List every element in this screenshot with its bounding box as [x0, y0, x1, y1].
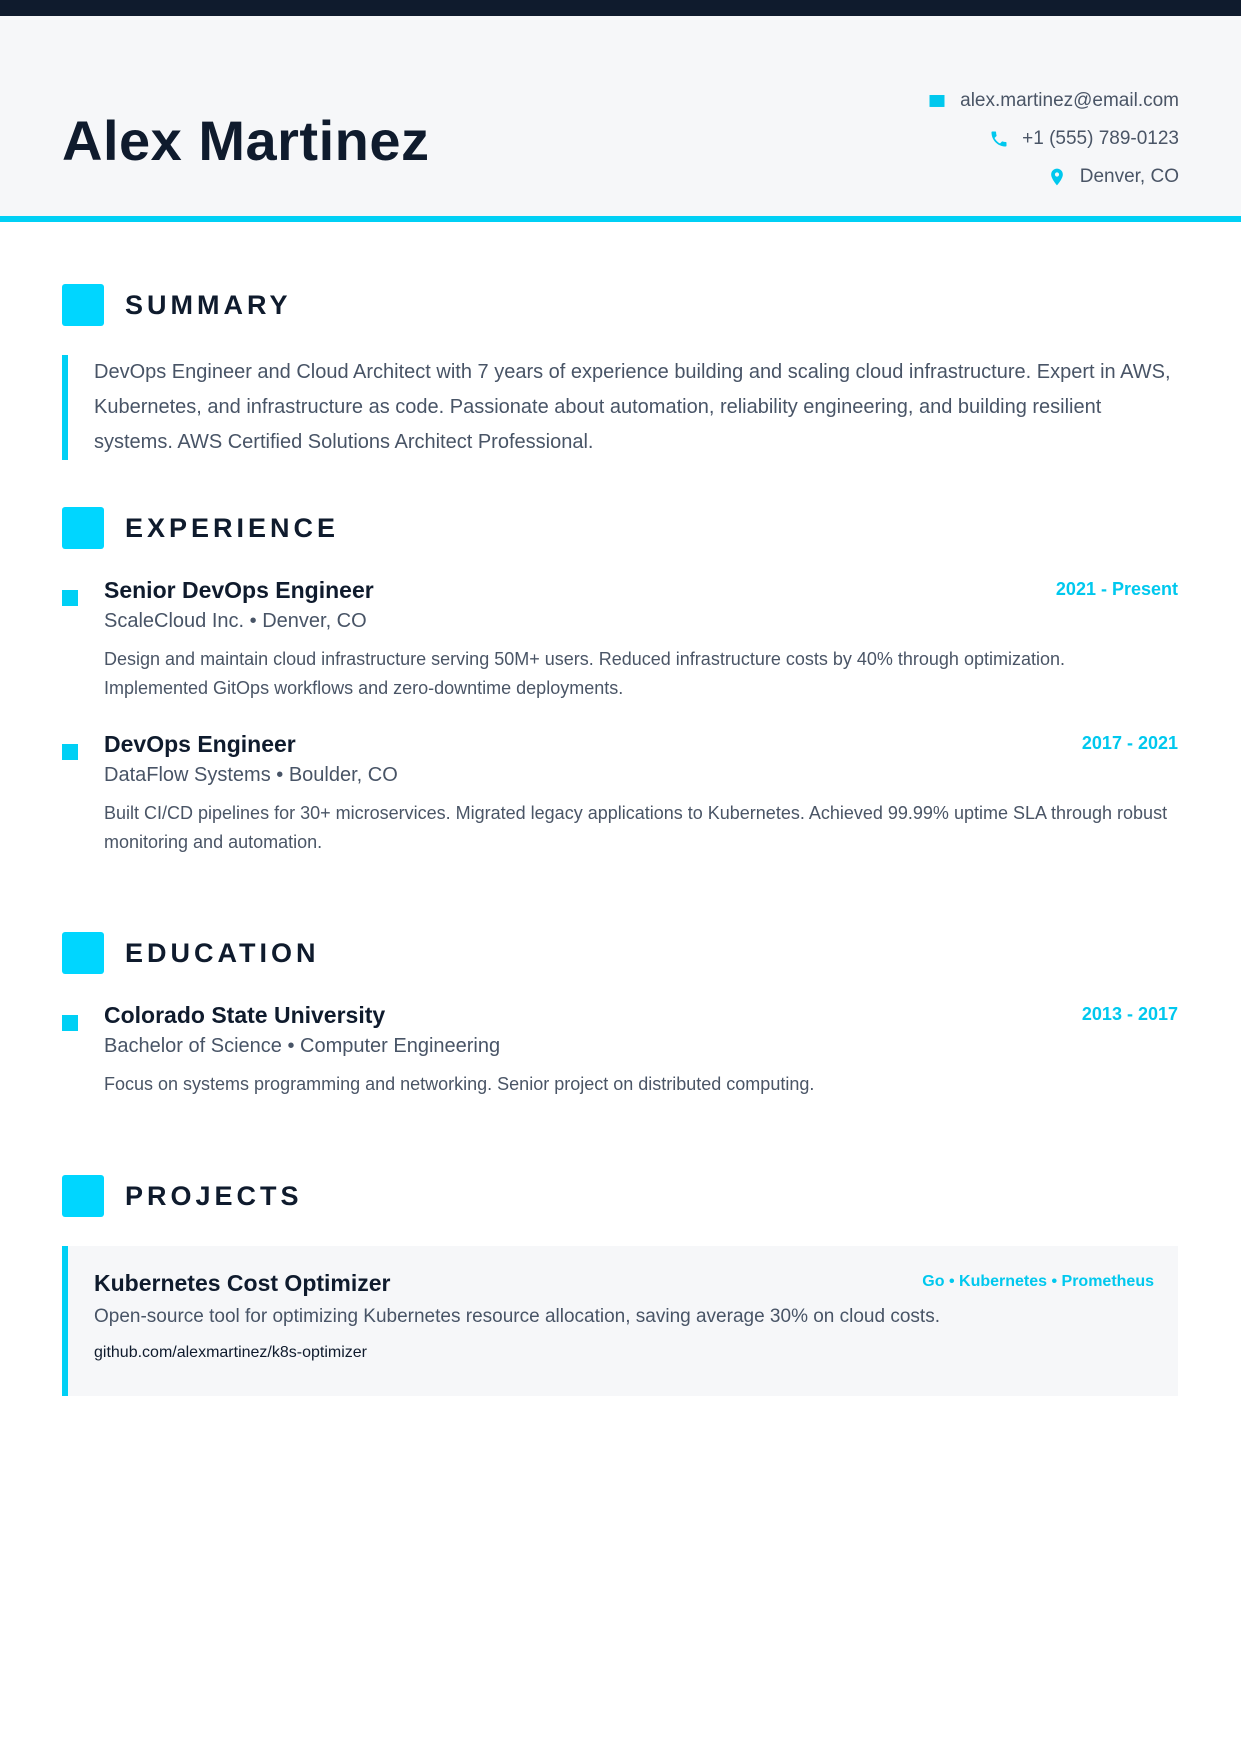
section-header-projects	[62, 1175, 303, 1217]
resume-header	[0, 16, 1241, 216]
section-title-summary: SUMMARY	[125, 289, 292, 320]
section-marker	[62, 1175, 104, 1217]
contact-email	[926, 82, 1179, 120]
degree: Bachelor of Science • Computer Engineering	[104, 1035, 501, 1057]
project-card	[62, 1246, 1178, 1396]
job-company: DataFlow Systems • Boulder, CO	[104, 764, 398, 786]
header-accent-line	[0, 216, 1241, 222]
job-description: Built CI/CD pipelines for 30+ microservices. Migrated legacy applications to Kubernetes. Achieved 99.99% uptime SLA through robust monitoring and automation.	[104, 803, 1168, 852]
phone-icon	[988, 128, 1010, 150]
contact-location	[926, 158, 1179, 196]
map-pin-icon	[1046, 166, 1068, 188]
entry-bullet	[62, 744, 78, 760]
education-description: Focus on systems programming and networking. Senior project on distributed computing.	[104, 1074, 815, 1094]
job-title: Senior DevOps Engineer	[104, 577, 374, 603]
top-bar	[0, 0, 1241, 16]
section-title-education: EDUCATION	[125, 937, 320, 968]
contact-phone	[926, 120, 1179, 158]
entry-bullet	[62, 590, 78, 606]
job-dates: 2017 - 2021	[1081, 733, 1178, 753]
project-description: Open-source tool for optimizing Kubernetes resource allocation, saving average 30% on cloud costs.	[94, 1306, 940, 1327]
contact-info	[926, 82, 1179, 196]
job-dates: 2021 - Present	[1055, 579, 1178, 599]
job-title: DevOps Engineer	[104, 731, 296, 757]
section-title-projects: PROJECTS	[125, 1180, 303, 1211]
section-header-experience	[62, 507, 339, 549]
email-text: alex.martinez@email.com	[960, 90, 1179, 111]
section-marker	[62, 932, 104, 974]
section-marker	[62, 507, 104, 549]
project-link[interactable]: github.com/alexmartinez/k8s-optimizer	[94, 1344, 367, 1361]
summary-text: DevOps Engineer and Cloud Architect with 7 years of experience building and scaling cloud infrastructure. Expert in AWS, Kubernetes, and infrastructure as code. Passionate about automation, reliability engineering, and building resilient systems. AWS Certified Solutions Architect Professional.	[62, 355, 1178, 460]
job-company: ScaleCloud Inc. • Denver, CO	[104, 610, 367, 632]
job-description: Design and maintain cloud infrastructure serving 50M+ users. Reduced infrastructure costs by 40% through optimization. Implemented GitOps workflows and zero-downtime deployments.	[104, 649, 1065, 698]
location-text: Denver, CO	[1079, 166, 1179, 187]
section-marker	[62, 284, 104, 326]
section-header-education	[62, 932, 320, 974]
project-tech-stack: Go • Kubernetes • Prometheus	[922, 1273, 1154, 1290]
candidate-name: Alex Martinez	[62, 109, 430, 172]
phone-text: +1 (555) 789-0123	[1022, 128, 1179, 149]
section-header-summary	[62, 284, 292, 326]
section-title-experience: EXPERIENCE	[125, 512, 340, 543]
mail-icon	[926, 90, 948, 112]
project-title: Kubernetes Cost Optimizer	[94, 1270, 391, 1296]
school-name: Colorado State University	[104, 1002, 386, 1028]
entry-bullet	[62, 1015, 78, 1031]
education-dates: 2013 - 2017	[1081, 1004, 1178, 1024]
